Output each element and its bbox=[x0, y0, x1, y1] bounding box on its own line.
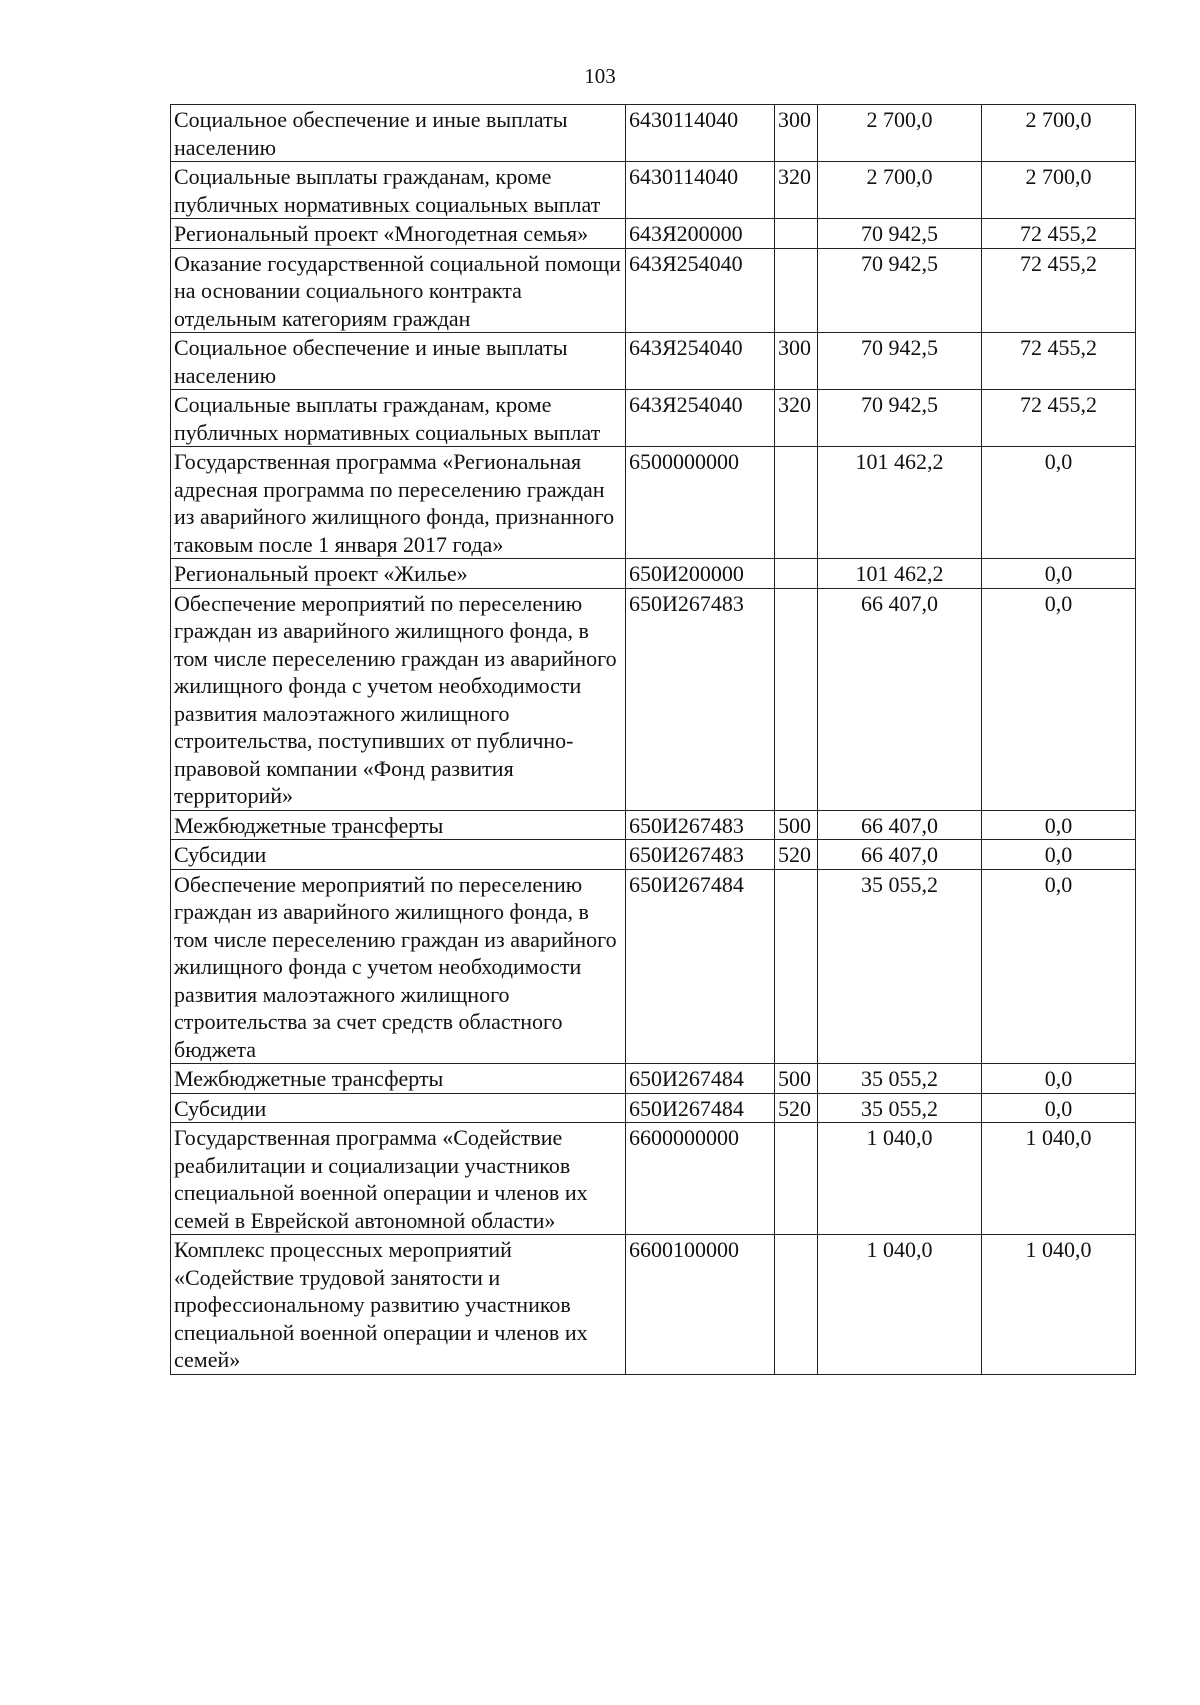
row-code-cell: 643Я254040 bbox=[626, 333, 775, 390]
row-name-cell: Государственная программа «Содействие реабилитации и социализации участников специальной военной операции и членов их семей в Еврейской автономной области» bbox=[171, 1123, 626, 1235]
row-name-cell: Межбюджетные трансферты bbox=[171, 1064, 626, 1094]
row-sum-2025-cell: 0,0 bbox=[982, 810, 1136, 840]
row-type-cell bbox=[775, 248, 818, 333]
row-sum-2024-cell: 35 055,2 bbox=[818, 1064, 982, 1094]
row-type-cell bbox=[775, 559, 818, 589]
row-name-cell: Обеспечение мероприятий по переселению граждан из аварийного жилищного фонда, в том числе переселению граждан из аварийного жилищного фонда с учетом необходимости развития малоэтажного жилищного строительства за счет средств областного бюджета bbox=[171, 869, 626, 1064]
row-sum-2025-cell: 0,0 bbox=[982, 869, 1136, 1064]
row-code-cell: 643Я200000 bbox=[626, 219, 775, 249]
row-name-cell: Субсидии bbox=[171, 840, 626, 870]
page-number: 103 bbox=[584, 64, 616, 88]
row-code-cell: 6430114040 bbox=[626, 162, 775, 219]
row-code-cell: 6600100000 bbox=[626, 1235, 775, 1375]
row-name-cell: Социальные выплаты гражданам, кроме публичных нормативных социальных выплат bbox=[171, 390, 626, 447]
row-name-cell: Региональный проект «Жилье» bbox=[171, 559, 626, 589]
table-row bbox=[171, 559, 1136, 589]
row-code-cell: 6430114040 bbox=[626, 105, 775, 162]
row-type-cell bbox=[775, 219, 818, 249]
row-name-cell: Комплекс процессных мероприятий «Содействие трудовой занятости и профессиональному развитию участников специальной военной операции и членов их семей» bbox=[171, 1235, 626, 1375]
row-type-cell: 300 bbox=[775, 333, 818, 390]
row-type-cell bbox=[775, 588, 818, 810]
row-sum-2024-cell: 70 942,5 bbox=[818, 333, 982, 390]
row-sum-2025-cell: 72 455,2 bbox=[982, 333, 1136, 390]
row-type-cell: 500 bbox=[775, 1064, 818, 1094]
row-name-cell: Оказание государственной социальной помощи на основании социального контракта отдельным категориям граждан bbox=[171, 248, 626, 333]
table-row bbox=[171, 333, 1136, 390]
row-type-cell: 500 bbox=[775, 810, 818, 840]
row-sum-2025-cell: 2 700,0 bbox=[982, 162, 1136, 219]
row-name-cell: Социальные выплаты гражданам, кроме публичных нормативных социальных выплат bbox=[171, 162, 626, 219]
row-code-cell: 650И267484 bbox=[626, 1093, 775, 1123]
row-name-cell: Социальное обеспечение и иные выплаты населению bbox=[171, 105, 626, 162]
table-row bbox=[171, 162, 1136, 219]
row-sum-2025-cell: 72 455,2 bbox=[982, 219, 1136, 249]
row-sum-2025-cell: 72 455,2 bbox=[982, 390, 1136, 447]
row-sum-2024-cell: 2 700,0 bbox=[818, 162, 982, 219]
row-sum-2025-cell: 1 040,0 bbox=[982, 1123, 1136, 1235]
table-row bbox=[171, 1235, 1136, 1375]
table-row bbox=[171, 840, 1136, 870]
row-code-cell: 650И267484 bbox=[626, 1064, 775, 1094]
row-sum-2025-cell: 0,0 bbox=[982, 1093, 1136, 1123]
table-row bbox=[171, 1123, 1136, 1235]
row-sum-2025-cell: 1 040,0 bbox=[982, 1235, 1136, 1375]
row-sum-2024-cell: 70 942,5 bbox=[818, 219, 982, 249]
row-sum-2024-cell: 66 407,0 bbox=[818, 810, 982, 840]
table-row bbox=[171, 219, 1136, 249]
row-sum-2025-cell: 0,0 bbox=[982, 447, 1136, 559]
table-row bbox=[171, 447, 1136, 559]
row-sum-2025-cell: 72 455,2 bbox=[982, 248, 1136, 333]
table-row bbox=[171, 810, 1136, 840]
row-sum-2024-cell: 2 700,0 bbox=[818, 105, 982, 162]
row-sum-2025-cell: 0,0 bbox=[982, 1064, 1136, 1094]
row-code-cell: 643Я254040 bbox=[626, 390, 775, 447]
row-sum-2024-cell: 35 055,2 bbox=[818, 869, 982, 1064]
table-row bbox=[171, 105, 1136, 162]
row-type-cell: 300 bbox=[775, 105, 818, 162]
row-name-cell: Обеспечение мероприятий по переселению граждан из аварийного жилищного фонда, в том числе переселению граждан из аварийного жилищного фонда с учетом необходимости развития малоэтажного жилищного строительства, поступивших от публично-правовой компании «Фонд развития территорий» bbox=[171, 588, 626, 810]
row-sum-2024-cell: 35 055,2 bbox=[818, 1093, 982, 1123]
table-row bbox=[171, 869, 1136, 1064]
row-code-cell: 650И267483 bbox=[626, 810, 775, 840]
table-row bbox=[171, 1064, 1136, 1094]
row-sum-2025-cell: 0,0 bbox=[982, 840, 1136, 870]
row-type-cell: 320 bbox=[775, 390, 818, 447]
row-sum-2024-cell: 1 040,0 bbox=[818, 1235, 982, 1375]
row-type-cell bbox=[775, 1123, 818, 1235]
table-row bbox=[171, 1093, 1136, 1123]
row-name-cell: Государственная программа «Региональная адресная программа по переселению граждан из аварийного жилищного фонда, признанного таковым после 1 января 2017 года» bbox=[171, 447, 626, 559]
row-type-cell bbox=[775, 869, 818, 1064]
row-code-cell: 650И200000 bbox=[626, 559, 775, 589]
row-sum-2025-cell: 0,0 bbox=[982, 588, 1136, 810]
row-code-cell: 650И267483 bbox=[626, 840, 775, 870]
row-code-cell: 6500000000 bbox=[626, 447, 775, 559]
budget-table bbox=[170, 104, 1136, 1375]
row-code-cell: 643Я254040 bbox=[626, 248, 775, 333]
table-row bbox=[171, 390, 1136, 447]
row-sum-2024-cell: 66 407,0 bbox=[818, 588, 982, 810]
row-name-cell: Субсидии bbox=[171, 1093, 626, 1123]
row-type-cell: 520 bbox=[775, 1093, 818, 1123]
budget-table-body bbox=[171, 105, 1136, 1375]
row-sum-2024-cell: 66 407,0 bbox=[818, 840, 982, 870]
row-sum-2025-cell: 0,0 bbox=[982, 559, 1136, 589]
row-type-cell: 320 bbox=[775, 162, 818, 219]
row-name-cell: Межбюджетные трансферты bbox=[171, 810, 626, 840]
row-sum-2024-cell: 101 462,2 bbox=[818, 559, 982, 589]
row-code-cell: 650И267483 bbox=[626, 588, 775, 810]
row-code-cell: 650И267484 bbox=[626, 869, 775, 1064]
row-type-cell bbox=[775, 1235, 818, 1375]
row-name-cell: Социальное обеспечение и иные выплаты населению bbox=[171, 333, 626, 390]
row-type-cell: 520 bbox=[775, 840, 818, 870]
row-sum-2024-cell: 70 942,5 bbox=[818, 248, 982, 333]
table-row bbox=[171, 588, 1136, 810]
row-name-cell: Региональный проект «Многодетная семья» bbox=[171, 219, 626, 249]
row-type-cell bbox=[775, 447, 818, 559]
table-row bbox=[171, 248, 1136, 333]
row-sum-2024-cell: 1 040,0 bbox=[818, 1123, 982, 1235]
row-sum-2025-cell: 2 700,0 bbox=[982, 105, 1136, 162]
row-sum-2024-cell: 70 942,5 bbox=[818, 390, 982, 447]
row-code-cell: 6600000000 bbox=[626, 1123, 775, 1235]
row-sum-2024-cell: 101 462,2 bbox=[818, 447, 982, 559]
